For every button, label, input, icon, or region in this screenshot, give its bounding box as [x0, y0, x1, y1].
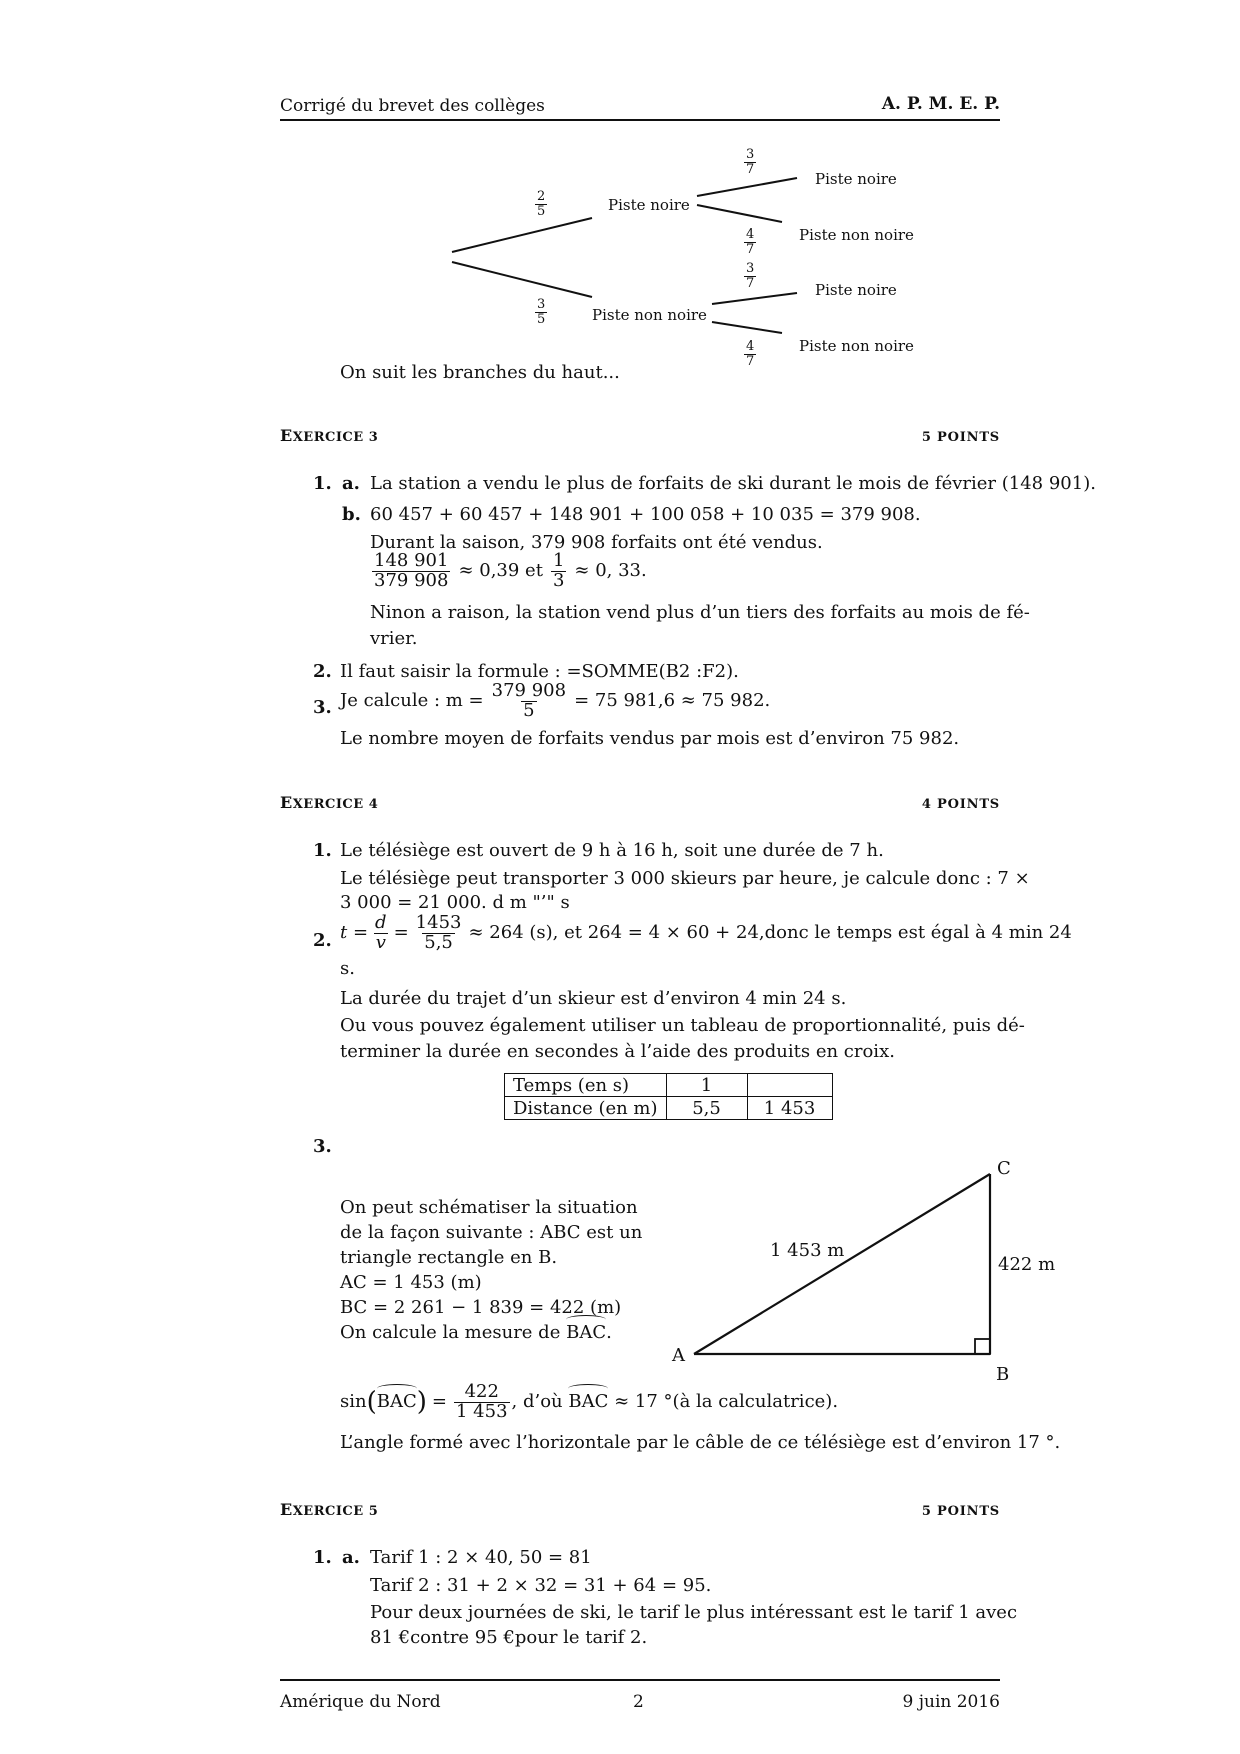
ex4-q1-line2: Le télésiège peut transporter 3 000 skieurs par heure, je calcule donc : 7 ×	[340, 868, 1030, 889]
ex4-title: EXERCICE 4	[280, 793, 379, 812]
ex3-qb-text: 60 457 + 60 457 + 148 901 + 100 058 + 10 035 = 379 908.	[370, 504, 921, 525]
ex5-line1: Tarif 1 : 2 × 40, 50 = 81	[370, 1547, 592, 1568]
ex3-q2-text: Il faut saisir la formule : =SOMME(B2 :F2).	[340, 661, 739, 682]
ex3-q3-num: 3.	[313, 697, 332, 718]
ex4-q2-line5: terminer la durée en secondes à l’aide des produits en croix.	[340, 1041, 895, 1062]
prob-3-7-b: $\frac{3}{7}$	[746, 261, 755, 291]
ex3-qb-line2: Durant la saison, 379 908 forfaits ont été vendus.	[370, 532, 823, 553]
ex4-points: 4 POINTS	[921, 797, 1000, 812]
ex3-q3-line2: Le nombre moyen de forfaits vendus par mois est d’environ 75 982.	[340, 728, 960, 749]
ex3-qa-text: La station a vendu le plus de forfaits de ski durant le mois de février (148 901).	[370, 473, 1096, 494]
leaf-non-noire-noire: Piste noire	[815, 281, 897, 299]
table-cell: 5,5	[666, 1097, 747, 1120]
ex3-title: EXERCICE 3	[280, 426, 379, 445]
ex3-q1-num: 1.	[313, 473, 332, 494]
table-cell: 1	[666, 1074, 747, 1097]
branch-non-noire-noire	[712, 293, 797, 304]
page-number: 2	[633, 1692, 644, 1712]
ex4-q2-line4: Ou vous pouvez également utiliser un tableau de proportionnalité, puis dé-	[340, 1015, 1025, 1036]
ex4-q2-line2: s.	[340, 958, 355, 979]
branch-root-noire	[452, 218, 592, 252]
header-right: A. P. M. E. P.	[881, 94, 1000, 114]
prob-3-5: $\frac{3}{5}$	[537, 297, 546, 327]
node-piste-noire: Piste noire	[608, 196, 690, 214]
ex5-q1-num: 1.	[313, 1547, 332, 1568]
ex4-q2-num: 2.	[313, 930, 332, 951]
table-cell: 1 453	[747, 1097, 832, 1120]
ex3-qa-num: a.	[342, 473, 360, 494]
header-left: Corrigé du brevet des collèges	[280, 96, 545, 116]
vertex-C: C	[997, 1158, 1011, 1179]
ex4-q1-num: 1.	[313, 840, 332, 861]
ex4-q2-formula: t = $\frac{d}{v}$ = $\frac{1453}{5,5}$ ≈ 264 (s), et 264 = 4 × 60 + 24,donc le temps est égal à 4 min 24	[340, 912, 1072, 953]
side-AC	[694, 1174, 990, 1354]
proportion-table	[504, 1073, 833, 1120]
label-side-bc: 422 m	[998, 1254, 1056, 1275]
ex5-title: EXERCICE 5	[280, 1500, 379, 1519]
ex4-q1-line3: 3 000 = 21 000. d m "’" s	[340, 892, 570, 913]
prob-4-7-b: $\frac{4}{7}$	[746, 339, 755, 369]
branch-non-noire-non-noire	[712, 322, 782, 333]
ex4-q2-line3: La durée du trajet d’un skieur est d’environ 4 min 24 s.	[340, 988, 847, 1009]
prob-3-7-a: $\frac{3}{7}$	[746, 147, 755, 177]
node-piste-non-noire: Piste non noire	[592, 306, 707, 324]
prob-2-5: $\frac{2}{5}$	[537, 189, 546, 219]
table-cell: Temps (en s)	[505, 1074, 667, 1097]
ex5-line2: Tarif 2 : 31 + 2 × 32 = 31 + 64 = 95.	[370, 1575, 712, 1596]
branch-noire-non-noire	[697, 205, 782, 222]
ex3-q3-formula: Je calcule : m = $\frac{379 908}{5}$ = 75 981,6 ≈ 75 982.	[340, 680, 771, 721]
ex3-qb-line5: vrier.	[370, 628, 418, 649]
ex3-q2-num: 2.	[313, 661, 332, 682]
footer-left: Amérique du Nord	[280, 1692, 441, 1712]
vertex-A: A	[672, 1345, 685, 1366]
table-row	[505, 1097, 833, 1120]
branch-noire-noire	[697, 178, 797, 196]
leaf-noire-noire: Piste noire	[815, 170, 897, 188]
ex5-qa-num: a.	[342, 1547, 360, 1568]
ex4-q3-text: On peut schématiser la situation de la façon suivante : ABC est un triangle rectangle en B. AC = 1 453 (m) BC = 2 261 − 1 839 = 422 (m) On calcule la mesure de BAC.	[340, 1197, 643, 1343]
vertex-B: B	[996, 1364, 1010, 1385]
footer-rule	[280, 1679, 1000, 1681]
ex4-conclusion: L’angle formé avec l’horizontale par le câble de ce télésiège est d’environ 17 °.	[340, 1432, 1061, 1453]
leaf-non-noire-non-noire: Piste non noire	[799, 337, 914, 355]
footer-right: 9 juin 2016	[902, 1692, 1000, 1712]
table-row	[505, 1074, 833, 1097]
right-angle-marker	[975, 1339, 990, 1354]
ex3-qb-num: b.	[342, 504, 361, 525]
ex5-points: 5 POINTS	[921, 1504, 1000, 1519]
table-cell	[747, 1074, 832, 1097]
tree-caption: On suit les branches du haut...	[340, 362, 620, 383]
ex3-qb-line4: Ninon a raison, la station vend plus d’un tiers des forfaits au mois de fé-	[370, 602, 1030, 623]
ex3-qb-fractions: $\frac{148 901}{379 908}$ ≈ 0,39 et $\frac{1}{3}$ ≈ 0, 33.	[374, 550, 647, 591]
leaf-noire-non-noire: Piste non noire	[799, 226, 914, 244]
ex5-line4: 81 €contre 95 €pour le tarif 2.	[370, 1627, 648, 1648]
branch-root-non-noire	[452, 262, 592, 297]
ex5-line3: Pour deux journées de ski, le tarif le plus intéressant est le tarif 1 avec	[370, 1602, 1018, 1623]
prob-4-7-a: $\frac{4}{7}$	[746, 227, 755, 257]
ex3-points: 5 POINTS	[921, 430, 1000, 445]
ex4-q3-num: 3.	[313, 1136, 332, 1157]
ex4-q1-line1: Le télésiège est ouvert de 9 h à 16 h, soit une durée de 7 h.	[340, 840, 884, 861]
label-hypotenuse: 1 453 m	[770, 1240, 845, 1261]
ex4-sin-formula: sin ( BAC ) = $\frac{422}{1 453}$ , d’où BAC ≈ 17 °(à la calculatrice).	[340, 1381, 839, 1422]
table-cell: Distance (en m)	[505, 1097, 667, 1120]
